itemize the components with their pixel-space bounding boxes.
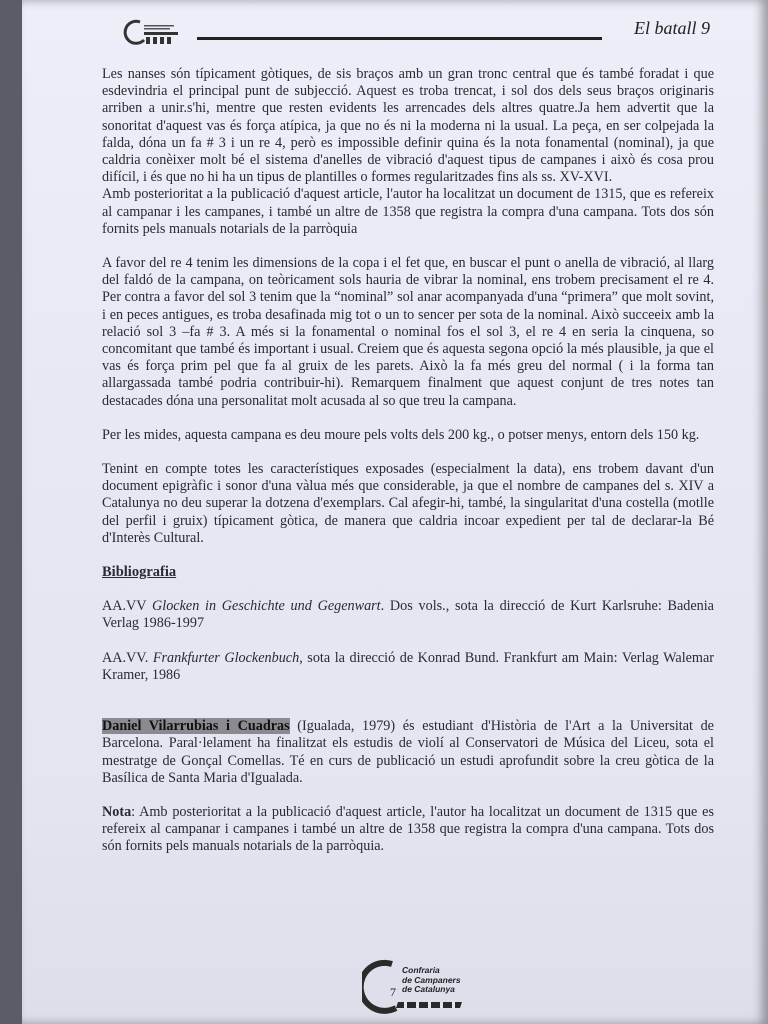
bib-title: Glocken in Geschichte und Gegenwart xyxy=(152,598,381,615)
bib-author: AA.VV. xyxy=(102,649,153,666)
bibliography-heading: Bibliografia xyxy=(102,564,177,581)
bib-title: Frankfurter Glockenbuch xyxy=(152,649,300,666)
page-footer xyxy=(362,958,472,1014)
author-bio-text: (Igualada, 1979) és estudiant d'Història de l'Art a la Universitat de Barcelona. Paral·lelament ha finalitzat els estudis de violí al Conservatori de Música del Liceu, sota el mestratge de Gonçal Comellas. Té en curs de publicació un estudi aprofundit sobre la creu gòtica de la Basílica de Santa Maria d'Igualada. xyxy=(102,718,714,786)
paragraph-conclusion: Tenint en compte totes les característiques exposades (especialment la data), ens trobem davant d'un document epigràfic i sonor d'una vàlua més que considerable, ja que el nombre de campanes del s. XIV a Catalunya no deu superar la dotzena d'exemplars. Cal afegir-hi, també, la singularitat d'una costella (motlle del perfil i gruix) típicament gòtica, de manera que caldria incoar expedient per tal de declarar-la Bé d'Interès Cultural. xyxy=(102,461,714,546)
note-paragraph xyxy=(102,804,714,856)
header-rule xyxy=(197,37,602,40)
org-line: de Campaners xyxy=(402,974,461,985)
page-header xyxy=(122,18,722,48)
org-line: de Catalunya xyxy=(402,984,455,994)
note-label: Nota xyxy=(102,803,132,820)
issue-title: El batall 9 xyxy=(634,18,710,38)
paragraph-handles: Les nanses són típicament gòtiques, de sis braços amb un gran tronc central que és també foradat i que esdevindria el principal punt de subjecció. Aquest es troba trencat, i sol dos dels seus braços originaris arriben a unir.s'hi, mentre que resten evidents les arrencades dels altres quatre.Ja hem advertit que la sonoritat d'aquest vas és força atípica, ja que no és ni la moderna ni la usual. La peça, en ser colpejada la falda, dóna un fa # 3 i un re 4, però es impossible definir quina és la nota fonamental (nominal), ja que caldria conèixer molt bé el sistema d'anelles de vibració d'aquest tipus de campanes i això és cosa prou difícil, i és que no hi ha un tipus de plantilles o formes regularitzades fins als ss. XV-XVI. xyxy=(102,66,714,186)
paragraph-tuning: A favor del re 4 tenim les dimensions de la copa i el fet que, en buscar el punt o anella de vibració, al llarg del faldó de la campana, on teòricament sols hauria de vibrar la nominal, ens trobem precisament el re 4. Per contra a favor del sol 3 tenim que la “nominal” sol anar acompanyada d'una “primera” que molt sovint, i en peces antigues, es troba desafinada mig tot o un to sencer per sota de la nominal. Això succeeix amb la relació sol 3 –fa # 3. A més si la fonamental o nominal fos el sol 3, el re 4 en seria la cinquena, so concomitant que també és important i usual. Creiem que és aquesta segona opció la més plausible, ja que el vas és força prim pel que fa al gruix de les parets. Això la fa més greu del normal ( i la forma tan allargassada també podria contribuir-hi). Remarquem finalment que aquest conjunt de tres notes tan destacades dóna una personalitat molt acusada al so que treu la campana. xyxy=(102,255,714,409)
bib-details: . Dos vols., sota la direcció de Kurt Karlsruhe: Badenia Verlag 1986-1997 xyxy=(102,598,714,632)
bibliography-entry xyxy=(102,598,714,632)
footer-org-name xyxy=(402,966,461,995)
page-sheet xyxy=(22,0,768,1024)
bib-details: , sota la direcció de Konrad Bund. Frankfurt am Main: Verlag Walemar Kramer, 1986 xyxy=(102,649,714,683)
bibliography-entry xyxy=(102,650,714,684)
article-body xyxy=(102,66,714,856)
bib-author: AA.VV xyxy=(102,598,153,615)
author-bio xyxy=(102,718,714,787)
confraria-logo-icon xyxy=(122,18,180,46)
org-line: Confraria xyxy=(402,965,440,975)
paragraph-documents: Amb posterioritat a la publicació d'aquest article, l'autor ha localitzat un document de 1315, que es refereix al campanar i les campanes, i també un altre de 1358 que registra la compra d'una campana. Tots dos són fornits pels manuals notarials de la parròquia xyxy=(102,186,714,237)
author-name: Daniel Vilarrubias i Cuadras xyxy=(102,718,290,735)
note-text: : Amb posterioritat a la publicació d'aquest article, l'autor ha localitzat un document de 1315 que es refereix al campanar i campanes i també un altre de 1358 que registra la compra d'una campana. Tots dos són fornits pels manuals notarials de la parròquia. xyxy=(102,803,714,855)
page-number: 7 xyxy=(390,985,396,999)
paragraph-weight: Per les mides, aquesta campana es deu moure pels volts dels 200 kg., o potser menys, entorn dels 150 kg. xyxy=(102,426,700,443)
